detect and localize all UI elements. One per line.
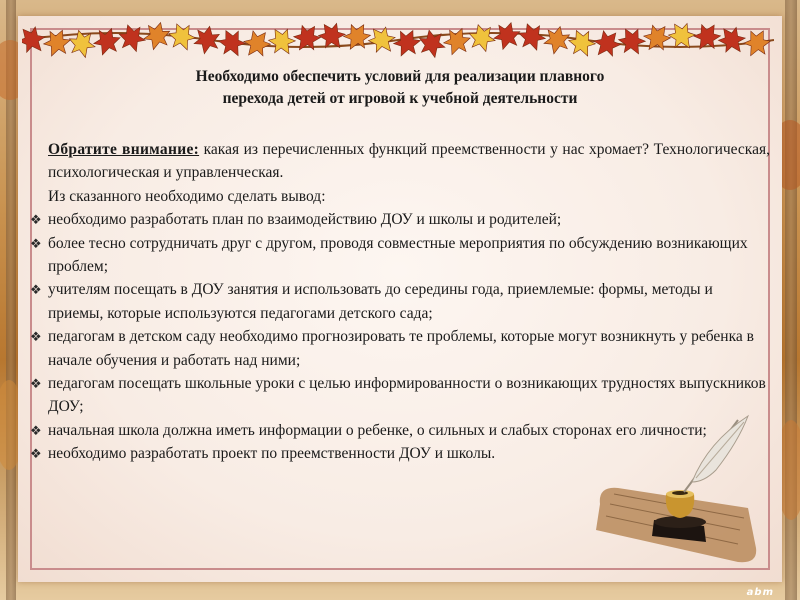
maple-leaf-icon <box>542 24 572 57</box>
diamond-bullet-icon: ❖ <box>30 422 42 438</box>
maple-leaf-icon <box>22 22 50 59</box>
maple-leaf-icon <box>740 25 774 61</box>
maple-leaf-icon <box>467 21 498 55</box>
attention-text: какая из перечисленных функций преемственности у нас хромает? Технологическая, психологическая и управленческая. <box>48 141 770 182</box>
maple-leaf-icon <box>91 25 123 59</box>
slide-title <box>60 66 740 110</box>
maple-leaf-icon <box>639 20 675 57</box>
list-item: ❖ необходимо разработать проект по преемственности ДОУ и школы. <box>30 442 770 465</box>
maple-leaf-icon <box>215 25 249 61</box>
maple-leaf-icon <box>441 24 473 59</box>
maple-leaf-icon <box>67 27 97 60</box>
watermark-signature: abm <box>746 587 774 598</box>
maple-leaf-icon <box>690 19 725 55</box>
maple-leaf-icon <box>40 26 73 61</box>
maple-leaf-icon <box>615 24 649 60</box>
list-item: ❖ педагогам посещать школьные уроки с целью информированности о возникающих трудностях выпускников ДОУ; <box>30 372 770 419</box>
list-item: ❖ учителям посещать в ДОУ занятия и использовать до середины года, приемлемые: формы, методы и приемы, которые используются педагогами детского сада; <box>30 278 770 325</box>
title-line-2: перехода детей от игровой к учебной деятельности <box>222 90 578 107</box>
attention-paragraph <box>48 138 770 185</box>
diamond-bullet-icon: ❖ <box>30 235 42 251</box>
maple-leaf-icon <box>417 28 446 60</box>
list-item: ❖ более тесно сотрудничать друг с другом, проводя совместные мероприятия по обсуждению возникающих проблем; <box>30 232 770 279</box>
diamond-bullet-icon: ❖ <box>30 329 42 345</box>
leaf-garland-icon <box>22 18 774 62</box>
maple-leaf-icon <box>714 22 750 59</box>
quill-and-inkwell-image <box>588 412 768 572</box>
list-item: ❖ педагогам в детском саду необходимо прогнозировать те проблемы, которые могут возникнуть у ребенка в начале обучения и работать над ними; <box>30 325 770 372</box>
maple-leaf-icon <box>340 19 375 55</box>
title-line-1: Необходимо обеспечить условий для реализации плавного <box>195 68 605 85</box>
maple-leaf-icon <box>265 24 300 60</box>
conclusion-text: Из сказанного необходимо сделать вывод: <box>48 187 326 205</box>
list-item: ❖ начальная школа должна иметь информации о ребенке, о сильных и слабых сторонах его личности; <box>30 419 770 442</box>
quill-inkwell-icon <box>588 412 768 572</box>
maple-leaf-icon <box>516 20 548 55</box>
diamond-bullet-icon: ❖ <box>30 376 42 392</box>
maple-leaf-icon <box>491 19 522 53</box>
maple-leaf-icon <box>166 19 199 54</box>
maple-leaf-icon <box>116 21 147 55</box>
diamond-bullet-icon: ❖ <box>30 282 42 298</box>
autumn-leaf-garland <box>22 18 774 62</box>
maple-leaf-icon <box>390 25 424 61</box>
list-item: ❖ необходимо разработать план по взаимодействию ДОУ и школы и родителей; <box>30 208 770 231</box>
attention-label: Обратите внимание: <box>48 141 200 158</box>
maple-leaf-icon <box>565 26 598 61</box>
diamond-bullet-icon: ❖ <box>30 446 42 462</box>
diamond-bullet-icon: ❖ <box>30 212 42 228</box>
maple-leaf-icon <box>289 20 324 57</box>
